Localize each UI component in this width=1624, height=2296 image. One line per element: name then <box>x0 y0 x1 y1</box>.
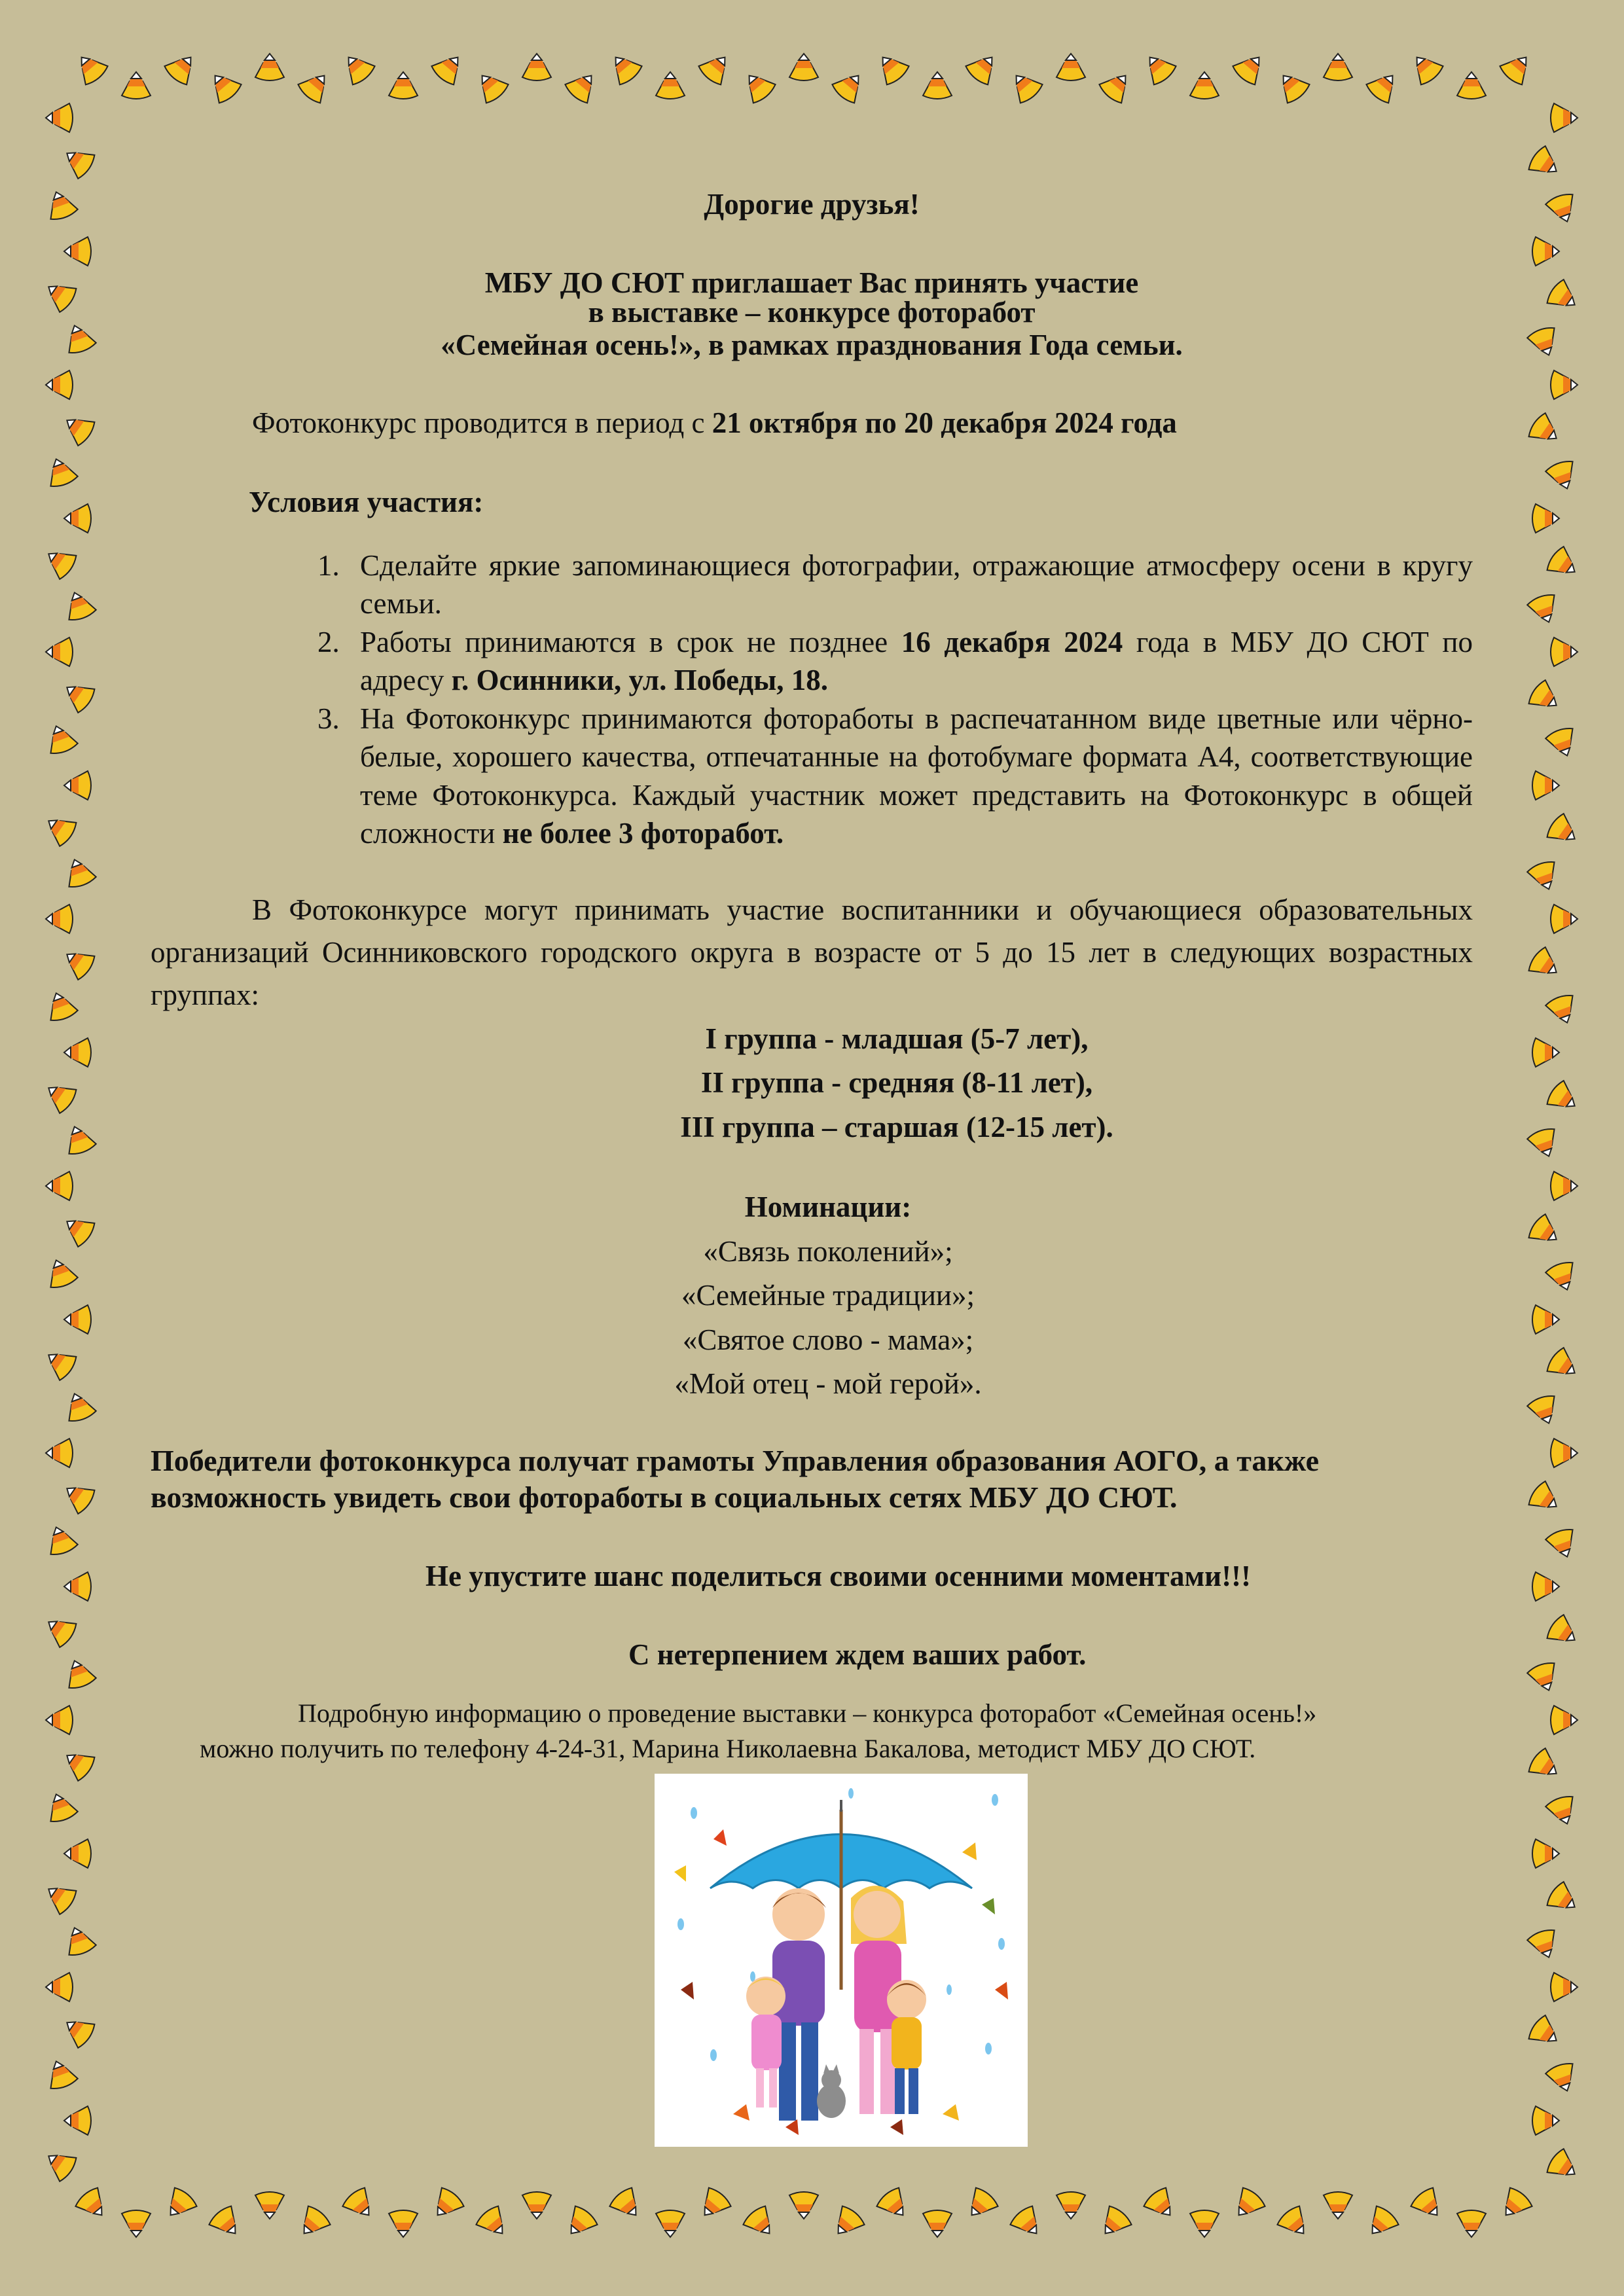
candy-corn <box>560 2204 600 2243</box>
winners-text: Победители фотоконкурса получат грамоты Управления образования АОГО, а также возможность увидеть свои фотоработы в социальных сетях МБУ ДО СЮТ. <box>151 1443 1320 1514</box>
candy-corn <box>61 1923 97 1958</box>
candy-corn <box>59 1744 98 1783</box>
candy-corn <box>61 1656 97 1691</box>
candy-corn <box>1532 1839 1559 1868</box>
candy-corn <box>46 905 73 933</box>
candy-corn <box>46 103 73 132</box>
candy-corn <box>1139 48 1178 87</box>
candy-corn <box>46 1439 73 1467</box>
period-prefix: Фотоконкурс проводится в период с <box>252 406 712 440</box>
candy-corn <box>1544 1880 1583 1919</box>
candy-corn <box>162 48 202 87</box>
candy-corn <box>1324 2192 1352 2219</box>
candy-corn <box>1495 2185 1534 2225</box>
candy-corn <box>46 1172 73 1200</box>
candy-corn <box>1056 54 1085 81</box>
invitation-line-3: «Семейная осень!», в рамках празднования Года семьи. <box>441 329 1183 362</box>
candy-corn <box>1406 48 1445 87</box>
candy-corn <box>1526 1212 1564 1251</box>
candy-corn <box>1526 678 1564 717</box>
candy-corn <box>1364 66 1403 105</box>
contact-info <box>151 1696 1473 1767</box>
candy-corn <box>1056 2192 1085 2219</box>
candy-corn <box>738 66 778 105</box>
candy-corn <box>296 66 335 105</box>
candy-corn <box>1545 192 1581 227</box>
candy-corn <box>41 1343 79 1382</box>
candy-corn <box>1545 1794 1581 1829</box>
candy-corn <box>43 1255 79 1291</box>
candy-corn <box>1097 66 1136 105</box>
condition-3-text: На Фотоконкурс принимаются фотоработы в распечатанном виде цветные или чёрно-белые, хорошего качества, отпечатанные на фотобумаге формата А4, соответствующие теме Фотоконкурса. Каждый участник может представить на Фотоконкурс в общей сложности <box>360 702 1473 850</box>
candy-corn <box>429 48 469 87</box>
candy-corn <box>1190 2210 1219 2237</box>
candy-corn <box>1498 48 1537 87</box>
candy-corn <box>1545 726 1581 761</box>
candy-corn <box>1545 2061 1581 2096</box>
candy-corn <box>1551 905 1578 933</box>
candy-corn <box>830 66 869 105</box>
candy-corn <box>1551 1439 1578 1467</box>
nomination-item: «Семейные традиции»; <box>681 1279 975 1312</box>
candy-corn <box>59 408 98 448</box>
invitation-block <box>151 268 1473 363</box>
candy-corn <box>73 2185 113 2225</box>
address: г. Осинники, ул. Победы, 18. <box>451 664 829 697</box>
photo-limit: не более 3 фоторабот. <box>502 817 784 850</box>
candy-corn <box>1190 72 1219 99</box>
condition-item-1: 1. Сделайте яркие запоминающиеся фотографии, отражающие атмосферу осени в кругу семьи. <box>347 547 1473 623</box>
candy-corn <box>1231 48 1270 87</box>
candy-corn <box>46 1706 73 1734</box>
candy-corn <box>1544 1346 1583 1385</box>
candy-corn <box>1551 103 1578 132</box>
candy-corn <box>522 54 551 81</box>
candy-corn <box>1551 370 1578 399</box>
candy-corn <box>1526 1928 1562 1963</box>
candy-corn <box>741 2204 780 2243</box>
candy-corn <box>1275 2204 1314 2243</box>
candy-corn <box>64 2106 91 2135</box>
candy-corn <box>64 237 91 266</box>
candy-corn <box>964 48 1003 87</box>
candy-corn <box>1526 325 1562 361</box>
age-group-1: I группа - младшая (5-7 лет), <box>705 1022 1089 1055</box>
candy-corn <box>1272 66 1312 105</box>
nomination-item: «Святое слово - мама»; <box>682 1323 974 1356</box>
candy-corn <box>43 988 79 1024</box>
info-line-1: Подробную информацию о проведение выставки – конкурса фоторабот «Семейная осень!» <box>298 1698 1317 1729</box>
candy-corn <box>59 141 98 181</box>
candy-corn <box>1545 459 1581 494</box>
candy-corn <box>1526 1746 1564 1785</box>
candy-corn <box>41 1610 79 1649</box>
candy-corn <box>340 2185 380 2225</box>
nomination-item: «Связь поколений»; <box>703 1234 953 1268</box>
period-dates: 21 октября по 20 декабря 2024 года <box>712 406 1177 440</box>
candy-corn <box>1532 1038 1559 1067</box>
candy-corn <box>41 809 79 848</box>
candy-corn <box>1457 72 1486 99</box>
candy-corn <box>696 48 736 87</box>
candy-corn <box>122 2210 151 2237</box>
candy-corn <box>563 66 602 105</box>
candy-corn <box>160 2185 199 2225</box>
flyer-content <box>151 177 1473 1767</box>
invitation-line-1: МБУ ДО СЮТ приглашает Вас принять участие <box>484 266 1139 300</box>
candy-corn <box>255 54 284 81</box>
candy-corn <box>827 2204 867 2243</box>
candy-corn <box>43 454 79 490</box>
candy-corn <box>1526 411 1564 450</box>
candy-corn <box>1362 2204 1401 2243</box>
candy-corn <box>1551 1973 1578 2001</box>
candy-corn <box>1544 812 1583 851</box>
candy-corn <box>1526 1660 1562 1696</box>
candy-corn <box>1544 2147 1583 2186</box>
candy-corn <box>338 48 377 87</box>
candy-corn <box>1228 2185 1267 2225</box>
greeting: Дорогие друзья! <box>704 188 920 221</box>
candy-corn <box>1526 144 1564 183</box>
candy-corn <box>789 2192 818 2219</box>
candy-corn <box>59 2011 98 2050</box>
candy-corn <box>46 370 73 399</box>
candy-corn <box>64 1572 91 1601</box>
candy-corn <box>694 2185 733 2225</box>
candy-corn <box>1545 1527 1581 1562</box>
candy-corn <box>41 542 79 581</box>
candy-corn <box>923 72 952 99</box>
condition-2-text-c: года в МБУ ДО СЮТ по адресу <box>360 625 1473 697</box>
candy-corn <box>41 1877 79 1916</box>
condition-2-text-a: Работы принимаются в срок не позднее <box>360 625 901 658</box>
candy-corn <box>875 2185 914 2225</box>
nomination-item: «Мой отец - мой герой». <box>674 1367 982 1400</box>
candy-corn <box>1544 545 1583 584</box>
candy-corn <box>59 1210 98 1249</box>
candy-corn <box>61 1389 97 1424</box>
deadline-date: 16 декабря 2024 <box>901 625 1123 658</box>
candy-corn <box>389 72 418 99</box>
candy-corn <box>1532 771 1559 800</box>
candy-corn <box>1409 2185 1448 2225</box>
candy-corn <box>605 48 644 87</box>
candy-corn <box>1324 54 1352 81</box>
waiting-text: С нетерпением ждем ваших работ. <box>628 1638 1087 1671</box>
candy-corn <box>1526 945 1564 984</box>
candy-corn <box>1532 1305 1559 1334</box>
candy-corn <box>122 72 151 99</box>
candy-corn <box>43 721 79 757</box>
candy-corn <box>1545 993 1581 1028</box>
candy-corn <box>961 2185 1000 2225</box>
candy-corn <box>607 2185 647 2225</box>
candy-corn <box>1094 2204 1134 2243</box>
candy-corn <box>389 2210 418 2237</box>
candy-corn <box>474 2204 513 2243</box>
candy-corn <box>1526 1479 1564 1518</box>
candy-corn <box>43 2056 79 2092</box>
nominations <box>151 1185 1473 1407</box>
candy-corn <box>1142 2185 1181 2225</box>
candy-corn <box>64 1839 91 1868</box>
candy-corn <box>64 1305 91 1334</box>
candy-corn <box>255 2192 284 2219</box>
candy-corn <box>1551 1172 1578 1200</box>
candy-corn <box>43 1789 79 1825</box>
candy-corn <box>1532 1572 1559 1601</box>
candy-corn <box>59 1477 98 1516</box>
candy-corn <box>46 637 73 666</box>
candy-corn <box>61 588 97 623</box>
candy-corn <box>59 942 98 982</box>
conditions-title: Условия участия: <box>249 485 484 518</box>
candy-corn <box>923 2210 952 2237</box>
candy-corn <box>1551 637 1578 666</box>
candy-corn <box>46 1973 73 2001</box>
candy-corn <box>1532 2106 1559 2135</box>
participants-text: В Фотоконкурсе могут принимать участие воспитанники и обучающиеся образовательных организаций Осинниковского городского округа в возрасте от 5 до 15 лет в следующих возрастных группах: <box>151 893 1473 1012</box>
age-groups <box>151 1017 1473 1150</box>
candy-corn <box>64 1038 91 1067</box>
candy-corn <box>1526 592 1562 628</box>
candy-corn <box>41 1076 79 1115</box>
candy-corn <box>71 48 110 87</box>
contest-period <box>151 402 1473 444</box>
candy-corn <box>1545 1260 1581 1295</box>
candy-corn <box>656 2210 685 2237</box>
candy-corn <box>293 2204 333 2243</box>
candy-corn <box>1526 859 1562 895</box>
candy-corn <box>1526 1126 1562 1162</box>
candy-corn <box>61 1122 97 1157</box>
candy-corn <box>43 187 79 223</box>
candy-corn <box>207 2204 246 2243</box>
candy-corn <box>59 675 98 715</box>
candy-corn <box>522 2192 551 2219</box>
condition-item-2 <box>347 623 1473 700</box>
slogan: Не упустите шанс поделиться своими осенними моментами!!! <box>425 1559 1252 1592</box>
candy-corn <box>1532 237 1559 266</box>
candy-corn <box>61 855 97 890</box>
candy-corn <box>1457 2210 1486 2237</box>
conditions-list <box>151 547 1473 853</box>
candy-corn <box>204 66 244 105</box>
candy-corn <box>1544 278 1583 317</box>
candy-corn <box>1005 66 1045 105</box>
info-line-2: можно получить по телефону 4-24-31, Марина Николаевна Бакалова, методист МБУ ДО СЮТ. <box>200 1734 1256 1764</box>
invitation-line-2: в выставке – конкурсе фоторабот <box>588 296 1036 329</box>
candy-corn <box>656 72 685 99</box>
family-umbrella-illustration <box>655 1774 1028 2147</box>
candy-corn <box>427 2185 466 2225</box>
nominations-title: Номинации: <box>744 1191 912 1223</box>
candy-corn <box>789 54 818 81</box>
candy-corn <box>43 1522 79 1558</box>
candy-corn <box>1008 2204 1047 2243</box>
candy-corn <box>41 275 79 314</box>
candy-corn <box>64 771 91 800</box>
candy-corn <box>61 321 97 356</box>
candy-corn <box>1526 2013 1564 2053</box>
candy-corn <box>41 2144 79 2183</box>
candy-corn <box>1544 1613 1583 1652</box>
candy-corn <box>1551 1706 1578 1734</box>
condition-item-3 <box>347 700 1473 853</box>
age-group-2: II группа - средняя (8-11 лет), <box>700 1066 1093 1099</box>
candy-corn <box>1526 1393 1562 1429</box>
age-group-3: III группа – старшая (12-15 лет). <box>680 1110 1113 1143</box>
candy-corn <box>1544 1079 1583 1118</box>
candy-corn <box>1532 504 1559 533</box>
candy-corn <box>64 504 91 533</box>
candy-corn <box>872 48 911 87</box>
candy-corn <box>471 66 511 105</box>
